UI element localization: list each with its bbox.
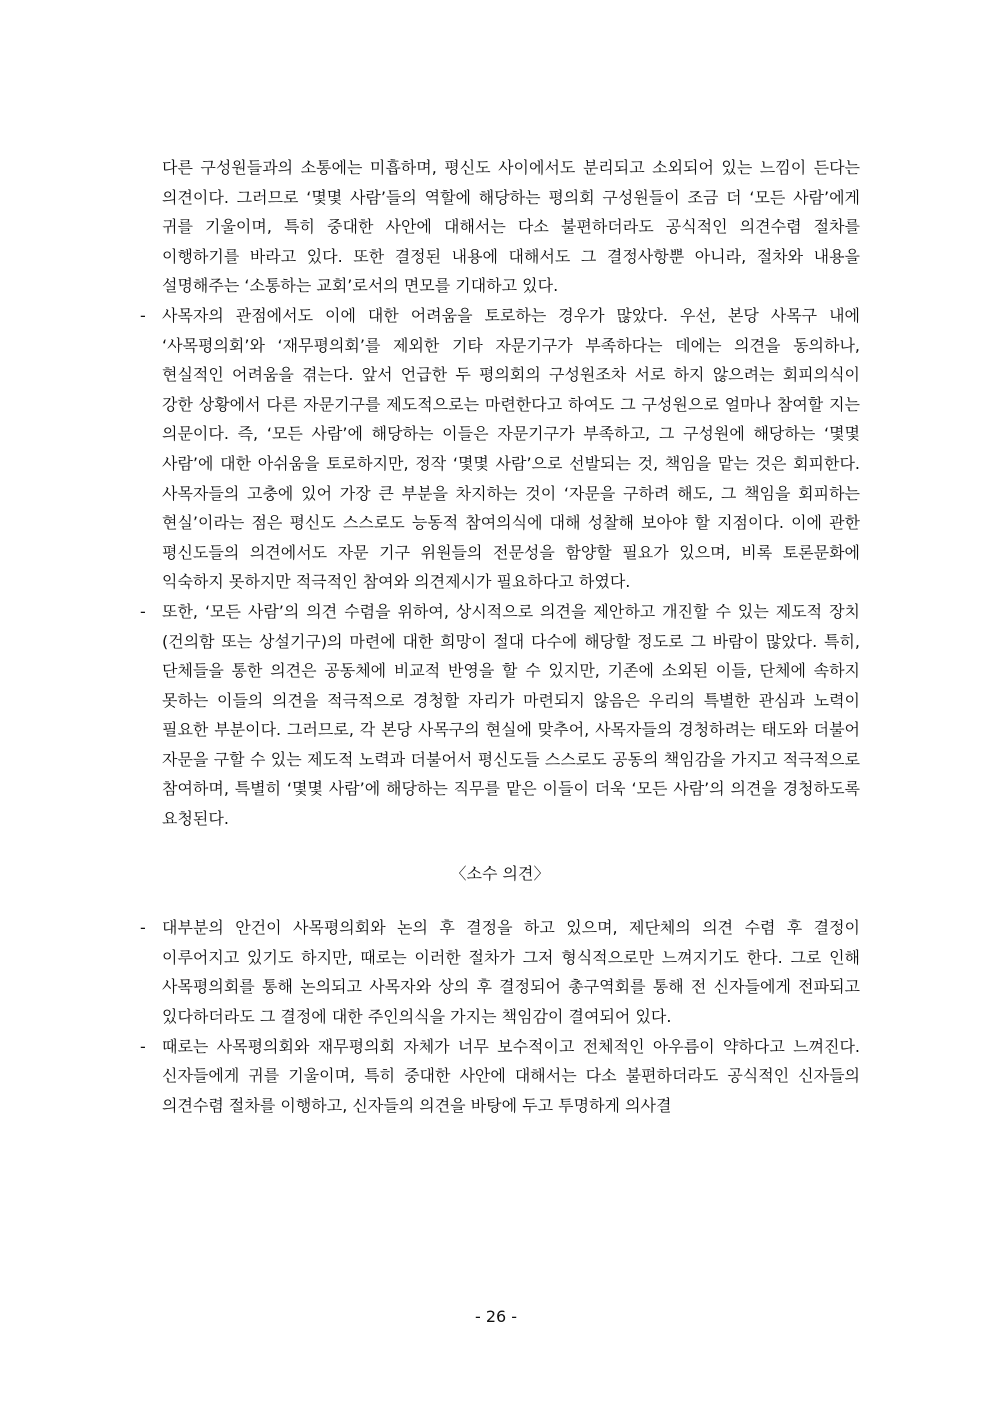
bullet-dash: -: [140, 601, 146, 621]
bullet-dash: -: [140, 305, 146, 325]
bullet-text: 또한, ‘모든 사람’의 의견 수렴을 위하여, 상시적으로 의견을 제안하고 개진할 수 있는 제도적 장치(건의함 또는 상설기구)의 마련에 대한 희망이 절대 다수에 해당할 정도로 그 바람이 많았다. 특히, 단체들을 통한 의견은 공동체에 비교적 반영을 할 수 있지만, 기존에 소외된 이들, 단체에 속하지 못하는 이들의 의견을 적극적으로 경청할 자리가 마련되지 않음은 우리의 특별한 관심과 노력이 필요한 부분이다. 그러므로, 각 본당 사목구의 현실에 맞추어, 사목자들의 경청하려는 태도와 더불어 자문을 구할 수 있는 제도적 노력과 더불어서 평신도들 스스로도 공동의 책임감을 가지고 적극적으로 참여하며, 특별히 ‘몇몇 사람’에 해당하는 직무를 맡은 이들이 더욱 ‘모든 사람’의 의견을 경청하도록 요청된다.: [162, 601, 860, 829]
bullet-text: 사목자의 관점에서도 이에 대한 어려움을 토로하는 경우가 많았다. 우선, 본당 사목구 내에 ‘사목평의회’와 ‘재무평의회’를 제외한 기타 자문기구가 부족하다는 데에는 의견을 동의하나, 현실적인 어려움을 겪는다. 앞서 언급한 두 평의회의 구성원조차 서로 하지 않으려는 회피의식이 강한 상황에서 다른 자문기구를 제도적으로는 마련한다고 하여도 그 구성원으로 얼마나 참여할 지는 의문이다. 즉, ‘모든 사람’에 해당하는 이들은 자문기구가 부족하고, 그 구성원에 해당하는 ‘몇몇 사람’에 대한 아쉬움을 토로하지만, 정작 ‘몇몇 사람’으로 선발되는 것, 책임을 맡는 것은 회피한다. 사목자들의 고충에 있어 가장 큰 부분을 차지하는 것이 ‘자문을 구하려 해도, 그 책임을 회피하는 현실’이라는 점은 평신도 스스로도 능동적 참여의식에 대해 성찰해 보아야 할 지점이다. 이에 관한 평신도들의 의견에서도 자문 기구 위원들의 전문성을 함양할 필요가 있으며, 비록 토론문화에 익숙하지 못하지만 적극적인 참여와 의견제시가 필요하다고 하였다.: [162, 305, 860, 592]
bullet-item: [140, 301, 860, 597]
bullet-dash: -: [140, 1036, 146, 1056]
bullet-text: 대부분의 안건이 사목평의회와 논의 후 결정을 하고 있으며, 제단체의 의견 수렴 후 결정이 이루어지고 있기도 하지만, 때로는 이러한 절차가 그저 형식적으로만 느껴지기도 한다. 그로 인해 사목평의회를 통해 논의되고 사목자와 상의 후 결정되어 총구역회를 통해 전 신자들에게 전파되고 있다하더라도 그 결정에 대한 주인의식을 가지는 책임감이 결여되어 있다.: [162, 918, 860, 1027]
bullet-text: 때로는 사목평의회와 재무평의회 자체가 너무 보수적이고 전체적인 아우름이 약하다고 느껴진다. 신자들에게 귀를 기울이며, 특히 중대한 사안에 대해서는 다소 불편하더라도 공식적인 신자들의 의견수렴 절차를 이행하고, 신자들의 의견을 바탕에 두고 투명하게 의사결: [162, 1036, 860, 1115]
page-content: [140, 153, 860, 1120]
bullet-dash: -: [140, 918, 146, 938]
section-heading-minority: 〈소수 의견〉: [450, 863, 550, 883]
bullet-item: [140, 913, 860, 1031]
intro-paragraph: 다른 구성원들과의 소통에는 미흡하며, 평신도 사이에서도 분리되고 소외되어 있는 느낌이 든다는 의견이다. 그러므로 ‘몇몇 사람’들의 역할에 해당하는 평의회 구성원들이 조금 더 ‘모든 사람’에게 귀를 기울이며, 특히 중대한 사안에 대해서는 다소 불편하더라도 공식적인 의견수렴 절차를 이행하기를 바라고 있다. 또한 결정된 내용에 대해서도 그 결정사항뿐 아니라, 절차와 내용을 설명해주는 ‘소통하는 교회’로서의 면모를 기대하고 있다.: [162, 158, 860, 296]
page-number: - 26 -: [474, 1307, 518, 1326]
bullet-item: [140, 1032, 860, 1121]
bullet-item: [140, 597, 860, 834]
